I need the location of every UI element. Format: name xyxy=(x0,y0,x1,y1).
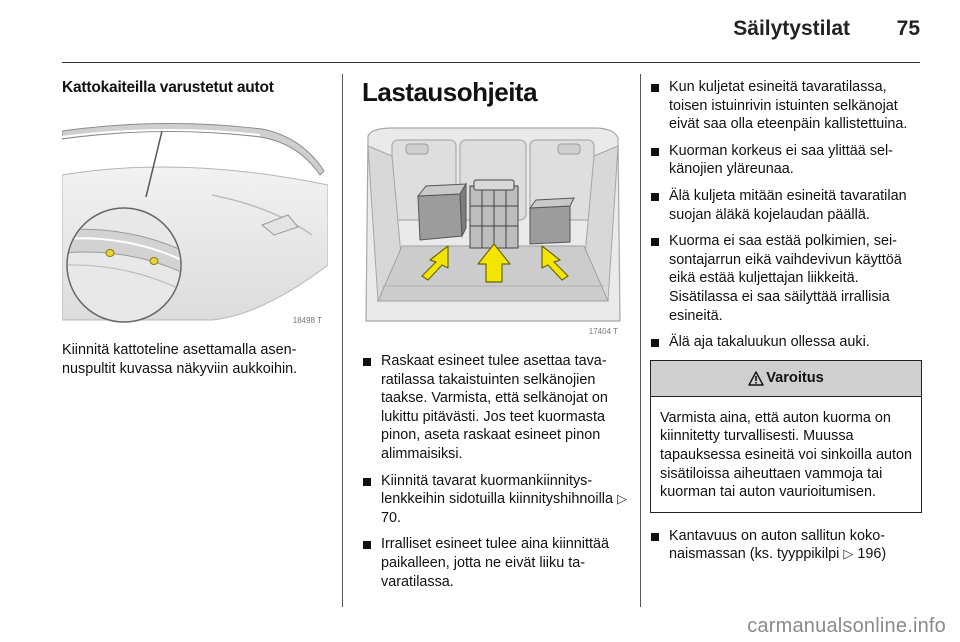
bullet-square-icon xyxy=(651,193,659,201)
list-item: Kantavuus on auton sallitun kokonaismassan (ks. tyyppikilpi ▷ 196) xyxy=(650,527,922,564)
column-loading-continued xyxy=(650,78,922,572)
column-roof-rails xyxy=(62,74,332,378)
warning-box xyxy=(650,360,922,513)
roof-rails-caption: Kiinnitä kattoteline asettamalla asennuspultit kuvassa näkyviin aukkoihin. xyxy=(62,342,298,377)
bullet-square-icon xyxy=(651,339,659,347)
list-item: Raskaat esineet tulee asettaa tavaratilassa takaistuinten selkänojien taakse. Varmista, että selkänojat on lukittu pitävästi. Jos teet kuormasta pinon, aseta raskaat esineet pinon alimmaisiksi. xyxy=(362,352,630,464)
page-reference: 70. xyxy=(381,509,402,526)
column-loading-instructions xyxy=(362,74,630,599)
figure-code: 18498 T xyxy=(292,316,322,325)
bullet-square-icon xyxy=(651,84,659,92)
bullet-square-icon xyxy=(363,541,371,549)
figure-code: 17404 T xyxy=(588,327,618,336)
bullet-square-icon xyxy=(651,148,659,156)
page-ref-arrow-icon: ▷ xyxy=(843,546,854,562)
bullet-square-icon xyxy=(363,358,371,366)
column-divider-left xyxy=(342,74,343,607)
page-header-title: Säilytystilat xyxy=(733,17,850,40)
warning-header xyxy=(651,361,921,397)
bullet-square-icon xyxy=(363,478,371,486)
list-item: Kuorma ei saa estää polkimien, seisontajarrun eikä vaihdevivun käyttöä eikä estää kuljettajan liikkeitä. Sisätilassa ei saa säilyttää irrallisia esineitä. xyxy=(650,232,922,325)
bullet-square-icon xyxy=(651,238,659,246)
page-number: 75 xyxy=(896,17,920,40)
warning-triangle-icon xyxy=(748,371,764,386)
roof-rails-illustration xyxy=(62,115,328,327)
list-item: Kuorman korkeus ei saa ylittää selkänojien yläreunaa. xyxy=(650,142,922,179)
column-divider-right xyxy=(640,74,641,607)
list-item: Kun kuljetat esineitä tavaratilassa, toisen istuinrivin istuinten selkänojat eivät saa olla eteenpäin kallistettuina. xyxy=(650,78,922,134)
section-heading-roof-rails: Kattokaiteilla varustetut autot xyxy=(62,79,274,96)
cargo-figure xyxy=(362,126,624,338)
bullet-square-icon xyxy=(651,533,659,541)
page-ref-arrow-icon: ▷ xyxy=(616,491,627,507)
section-heading-loading: Lastausohjeita xyxy=(362,77,538,107)
loading-bullet-list-continued xyxy=(650,78,922,352)
cargo-area-illustration xyxy=(362,126,624,338)
warning-title: Varoitus xyxy=(766,370,824,387)
loading-bullet-list xyxy=(362,352,630,591)
page-reference: 196) xyxy=(857,546,887,563)
watermark: carmanualsonline.info xyxy=(747,615,946,637)
payload-bullet-list xyxy=(650,527,922,564)
roof-rails-figure xyxy=(62,115,328,327)
warning-text: Varmista aina, että auton kuorma on kiinnitetty turvallisesti. Muussa tapauksessa esineitä voi sinkoilla auton sisätiloissa aiheuttaen vammoja tai kuorman tai auton vaurioitumisen. xyxy=(660,409,912,501)
header-rule xyxy=(62,62,920,63)
list-item: Älä kuljeta mitään esineitä tavaratilan suojan äläkä kojelaudan päällä. xyxy=(650,187,922,224)
list-item: Kiinnitä tavarat kuormankiinnityslenkkeihin sidotuilla kiinnityshihnoilla ▷ 70. xyxy=(362,472,630,528)
list-item: Älä aja takaluukun ollessa auki. xyxy=(650,333,922,352)
list-item: Irralliset esineet tulee aina kiinnittää paikalleen, jotta ne eivät liiku tavaratilassa. xyxy=(362,535,630,591)
